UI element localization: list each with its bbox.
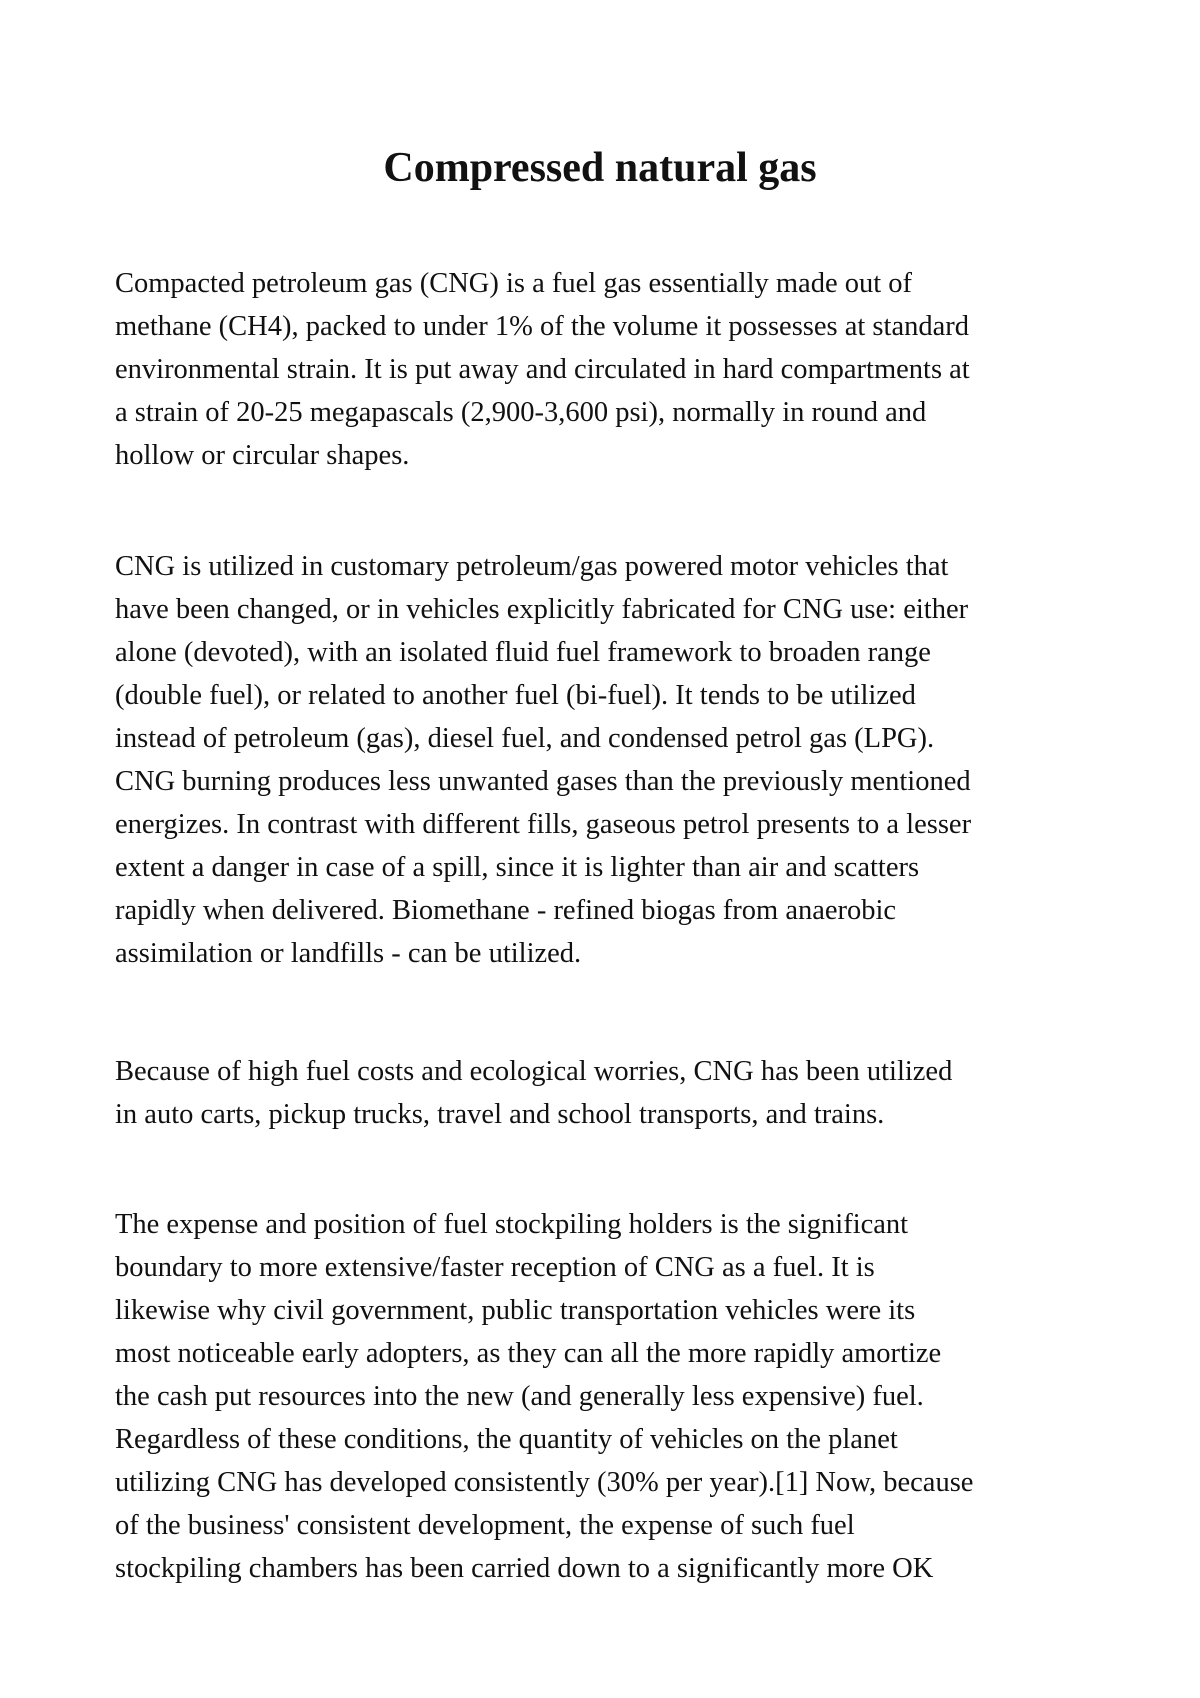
text-line: CNG is utilized in customary petroleum/gas powered motor vehicles that — [115, 551, 949, 582]
text-line: instead of petroleum (gas), diesel fuel, and condensed petrol gas (LPG). — [115, 723, 935, 754]
text-line: hollow or circular shapes. — [115, 440, 410, 471]
document-title: Compressed natural gas — [383, 145, 817, 191]
text-line: methane (CH4), packed to under 1% of the volume it possesses at standard — [115, 311, 969, 342]
text-line: in auto carts, pickup trucks, travel and school transports, and trains. — [115, 1099, 885, 1130]
paragraph-cng-vehicles — [115, 545, 1100, 975]
text-line: Because of high fuel costs and ecological worries, CNG has been utilized — [115, 1056, 953, 1087]
text-line: stockpiling chambers has been carried down to a significantly more OK — [115, 1553, 934, 1584]
text-line: (double fuel), or related to another fuel (bi-fuel). It tends to be utilized — [115, 680, 916, 711]
text-line: The expense and position of fuel stockpiling holders is the significant — [115, 1209, 909, 1240]
text-line: of the business' consistent development, the expense of such fuel — [115, 1510, 855, 1541]
text-line: alone (devoted), with an isolated fluid fuel framework to broaden range — [115, 637, 931, 668]
text-line: boundary to more extensive/faster reception of CNG as a fuel. It is — [115, 1252, 875, 1283]
text-line: rapidly when delivered. Biomethane - refined biogas from anaerobic — [115, 895, 897, 926]
text-line: Regardless of these conditions, the quantity of vehicles on the planet — [115, 1424, 898, 1455]
text-line: utilizing CNG has developed consistently (30% per year).[1] Now, because — [115, 1467, 974, 1498]
text-line: environmental strain. It is put away and circulated in hard compartments at — [115, 354, 970, 385]
text-line: energizes. In contrast with different fills, gaseous petrol presents to a lesser — [115, 809, 972, 840]
text-line: most noticeable early adopters, as they can all the more rapidly amortize — [115, 1338, 942, 1369]
text-line: a strain of 20-25 megapascals (2,900-3,600 psi), normally in round and — [115, 397, 927, 428]
text-line: CNG burning produces less unwanted gases than the previously mentioned — [115, 766, 971, 797]
text-line: extent a danger in case of a spill, since it is lighter than air and scatters — [115, 852, 920, 883]
paragraph-cng-definition — [115, 262, 1100, 477]
text-line: Compacted petroleum gas (CNG) is a fuel gas essentially made out of — [115, 268, 912, 299]
text-line: assimilation or landfills - can be utilized. — [115, 938, 582, 969]
text-line: have been changed, or in vehicles explicitly fabricated for CNG use: either — [115, 594, 969, 625]
paragraph-cng-usage — [115, 1050, 1100, 1136]
text-line: likewise why civil government, public transportation vehicles were its — [115, 1295, 916, 1326]
paragraph-cng-storage-cost — [115, 1203, 1100, 1590]
text-line: the cash put resources into the new (and generally less expensive) fuel. — [115, 1381, 924, 1412]
